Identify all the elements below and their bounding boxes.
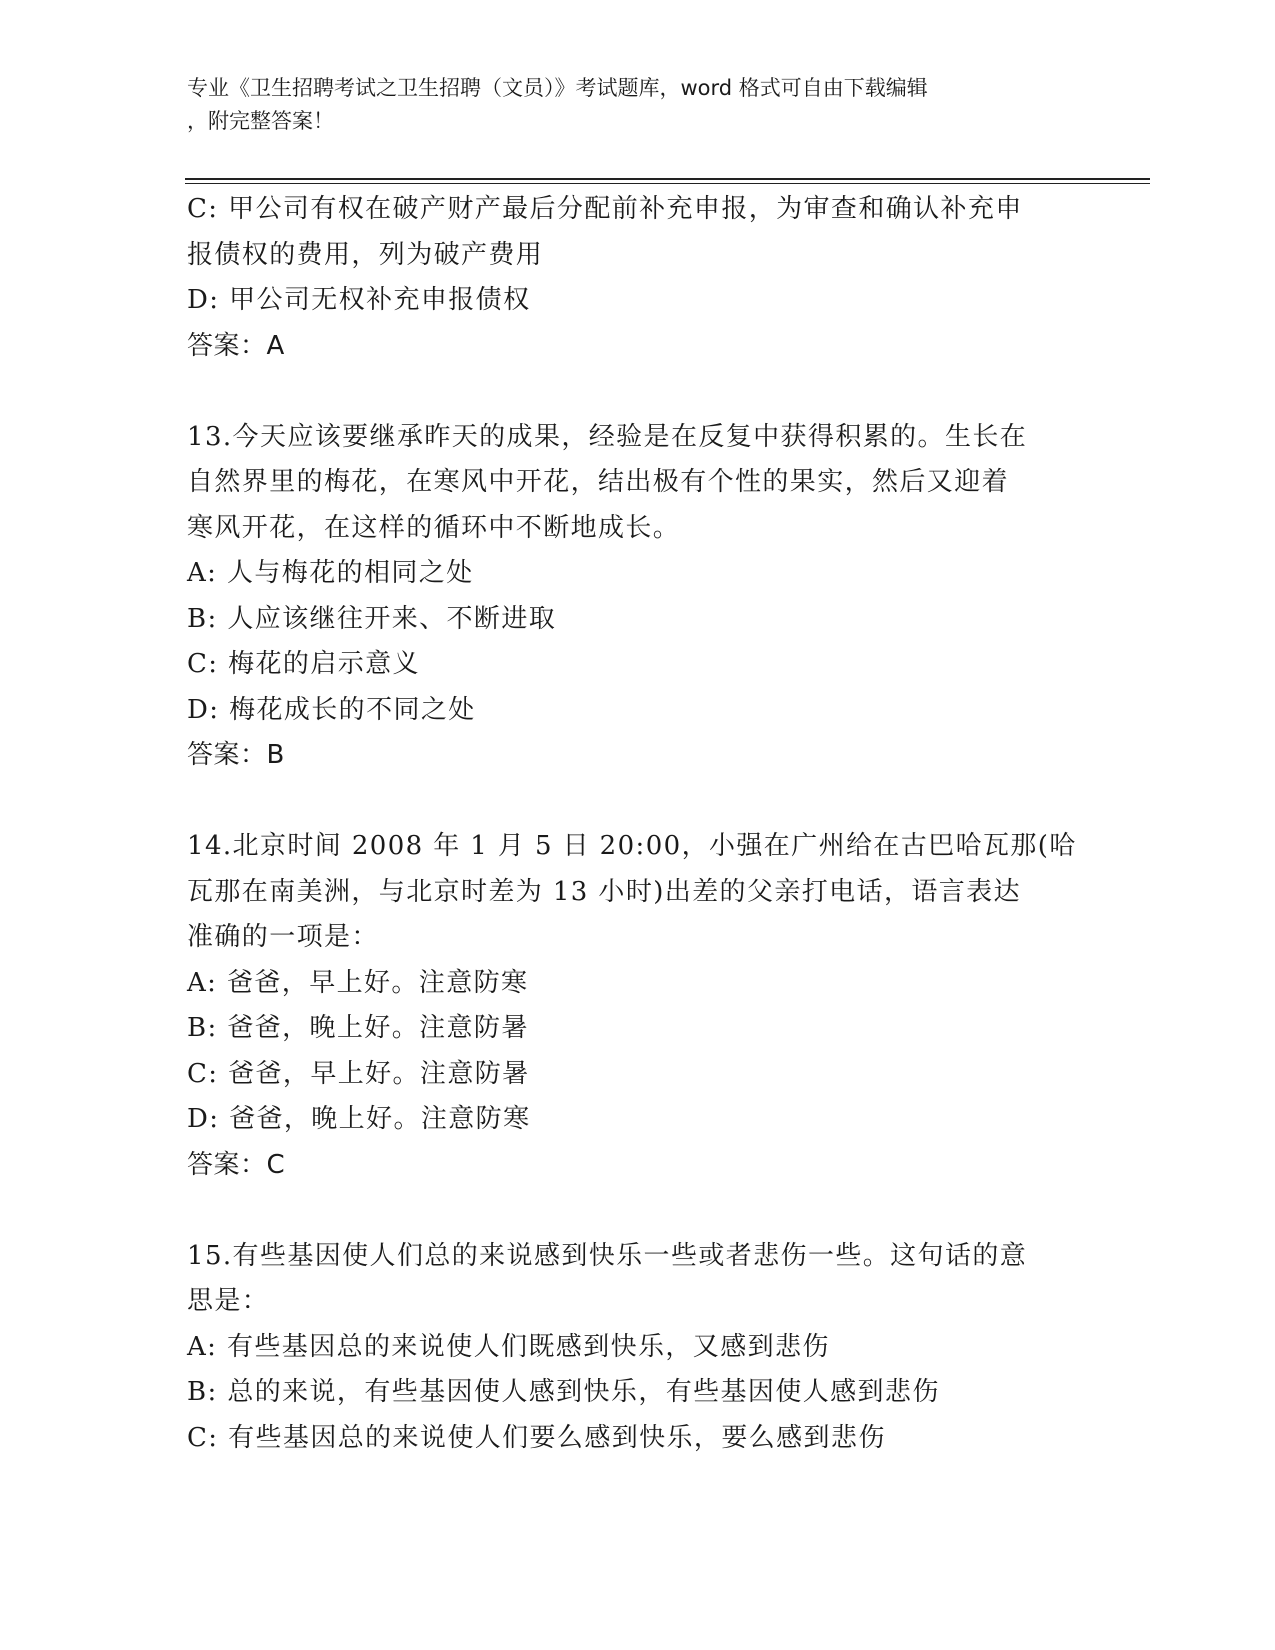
answer-label: 答案：A (187, 330, 285, 361)
question-stem-line-2: 瓦那在南美洲，与北京时差为 13 小时)出差的父亲打电话，语言表达 (187, 876, 1021, 907)
option-c-line-1: C: 甲公司有权在破产财产最后分配前补充申报，为审查和确认补充申 (187, 194, 1023, 224)
question-14 (187, 824, 1087, 1188)
spacer (187, 779, 1087, 825)
option-c-line-2: 报债权的费用，列为破产费用 (187, 239, 544, 270)
question-stem-line-1: 14.北京时间 2008 年 1 月 5 日 20:00，小强在广州给在古巴哈瓦那(哈 (187, 831, 1077, 861)
question-12-tail (187, 187, 1087, 369)
spacer (187, 1188, 1087, 1234)
option-b: B: 人应该继往开来、不断进取 (187, 603, 557, 634)
header-divider-thick (185, 178, 1150, 180)
option-a: A: 爸爸，早上好。注意防寒 (187, 967, 529, 998)
option-d: D: 甲公司无权补充申报债权 (187, 285, 531, 315)
question-15 (187, 1234, 1087, 1462)
header-title-line-1: 专业《卫生招聘考试之卫生招聘（文员）》考试题库，word 格式可自由下载编辑 (187, 76, 928, 100)
option-d: D: 梅花成长的不同之处 (187, 694, 476, 725)
page-header (187, 72, 1067, 138)
question-stem-line-1: 15.有些基因使人们总的来说感到快乐一些或者悲伤一些。这句话的意 (187, 1240, 1028, 1271)
question-stem-line-3: 准确的一项是： (187, 922, 379, 952)
header-title-line-2: ，附完整答案！ (187, 109, 334, 133)
option-c: C: 爸爸，早上好。注意防暑 (187, 1058, 530, 1089)
option-c: C: 有些基因总的来说使人们要么感到快乐，要么感到悲伤 (187, 1422, 886, 1453)
option-d: D: 爸爸，晚上好。注意防寒 (187, 1104, 531, 1134)
option-b: B: 总的来说，有些基因使人感到快乐，有些基因使人感到悲伤 (187, 1377, 940, 1407)
answer-label: 答案：B (187, 740, 285, 770)
question-stem-line-2: 自然界里的梅花，在寒风中开花，结出极有个性的果实，然后又迎着 (187, 467, 1010, 497)
question-stem-line-1: 13.今天应该要继承昨天的成果，经验是在反复中获得积累的。生长在 (187, 421, 1028, 452)
spacer (187, 369, 1087, 415)
question-stem-line-2: 思是： (187, 1286, 270, 1316)
answer-label: 答案：C (187, 1149, 286, 1180)
option-c: C: 梅花的启示意义 (187, 649, 420, 679)
option-a: A: 有些基因总的来说使人们既感到快乐，又感到悲伤 (187, 1331, 830, 1362)
question-stem-line-3: 寒风开花，在这样的循环中不断地成长。 (187, 512, 681, 543)
option-b: B: 爸爸，晚上好。注意防暑 (187, 1013, 529, 1043)
header-divider-thin (185, 183, 1150, 184)
option-a: A: 人与梅花的相同之处 (187, 558, 474, 588)
question-content (187, 187, 1087, 1461)
question-13 (187, 415, 1087, 779)
